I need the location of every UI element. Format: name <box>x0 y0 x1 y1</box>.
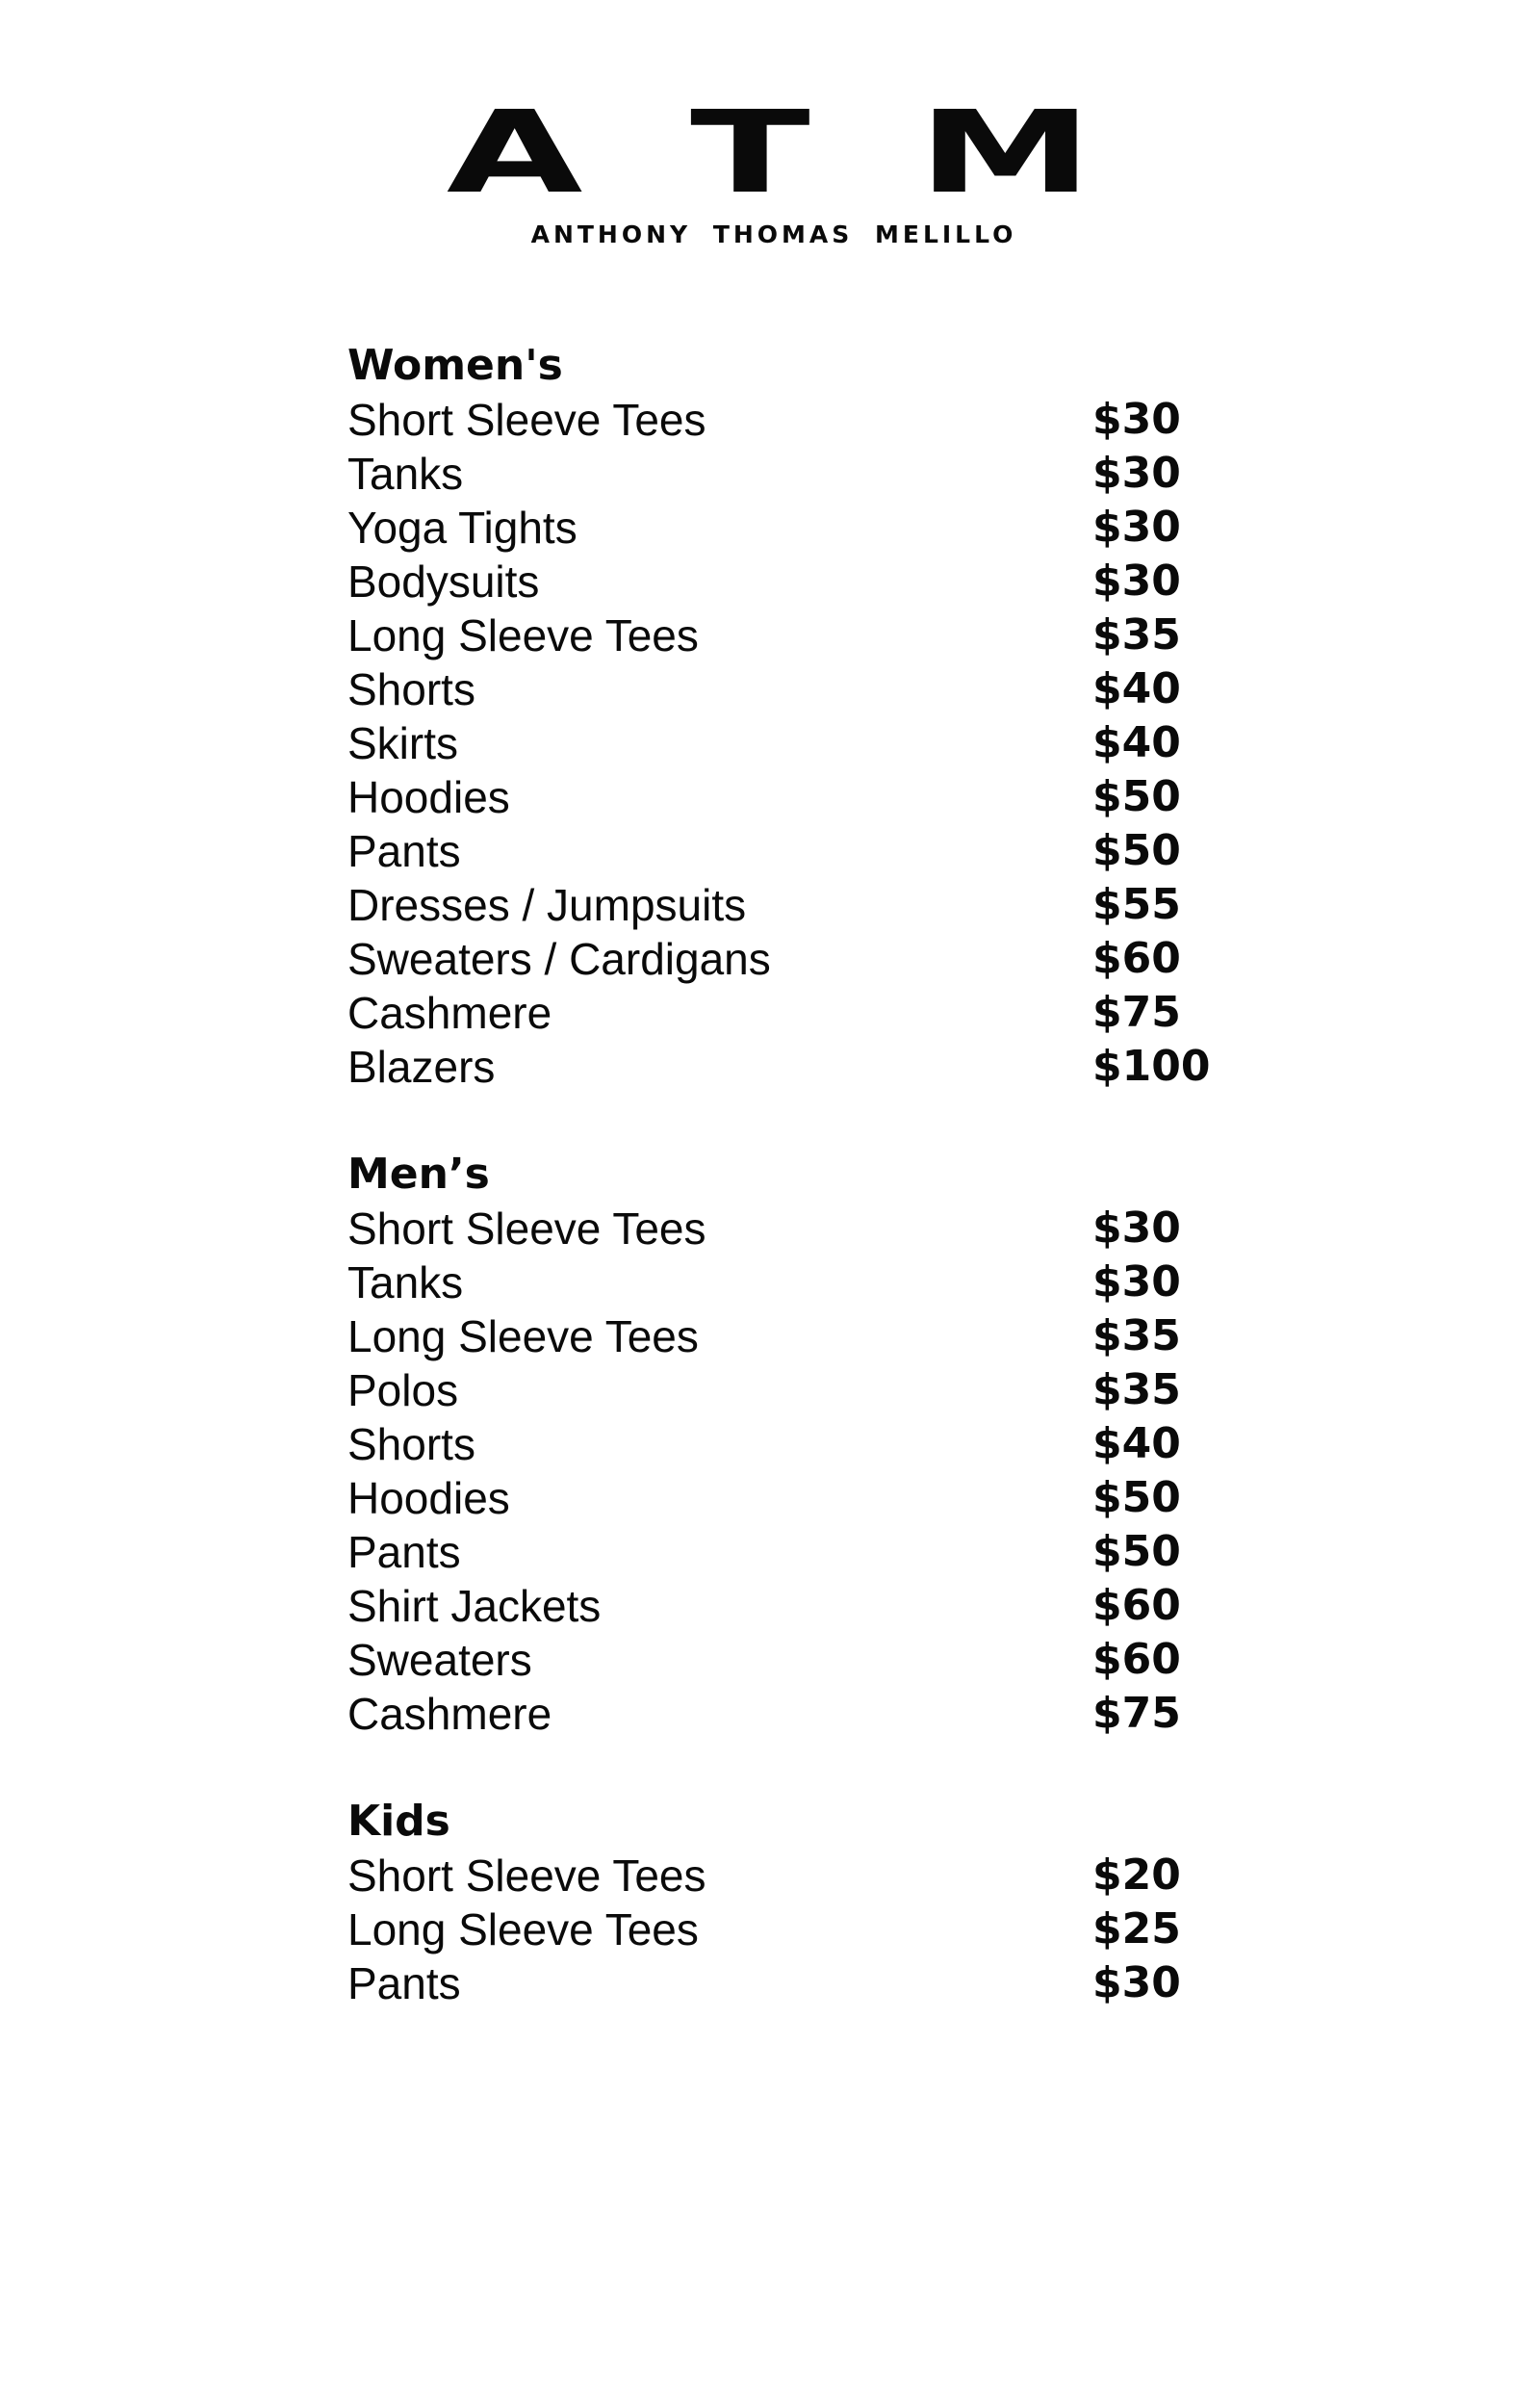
item-price: $40 <box>1092 1419 1181 1468</box>
logo-letter: M <box>917 86 1093 219</box>
price-row <box>347 878 1214 932</box>
item-price: $30 <box>1092 1203 1181 1253</box>
item-name: Bodysuits <box>347 556 540 607</box>
price-row <box>347 824 1214 878</box>
price-list <box>347 339 1214 2064</box>
item-name: Hoodies <box>347 1473 510 1523</box>
item-name: Long Sleeve Tees <box>347 1904 699 1954</box>
menu-section <box>347 339 1214 1094</box>
item-name: Cashmere <box>347 988 552 1038</box>
item-price: $35 <box>1092 1365 1181 1414</box>
item-price: $30 <box>1092 1958 1181 2007</box>
item-price: $30 <box>1092 395 1181 444</box>
price-row <box>347 555 1214 608</box>
brand-name: ANTHONY THOMAS MELILLO <box>530 220 1017 248</box>
price-row <box>347 1417 1214 1471</box>
menu-section <box>347 1148 1214 1741</box>
price-row <box>347 986 1214 1040</box>
item-name: Short Sleeve Tees <box>347 1203 706 1254</box>
item-name: Polos <box>347 1365 459 1415</box>
item-name: Sweaters / Cardigans <box>347 934 771 984</box>
price-row <box>347 1687 1214 1741</box>
item-price: $50 <box>1092 1527 1181 1576</box>
price-row <box>347 393 1214 447</box>
price-row <box>347 1040 1214 1094</box>
item-name: Long Sleeve Tees <box>347 1311 699 1361</box>
price-row <box>347 1471 1214 1525</box>
item-price: $100 <box>1092 1042 1211 1091</box>
item-name: Shirt Jackets <box>347 1581 602 1631</box>
item-name: Hoodies <box>347 772 510 822</box>
brand-logo <box>0 86 1540 248</box>
item-price: $60 <box>1092 1581 1181 1630</box>
item-price: $60 <box>1092 934 1181 983</box>
item-name: Cashmere <box>347 1689 552 1739</box>
item-price: $35 <box>1092 610 1181 660</box>
price-row <box>347 1849 1214 1902</box>
item-price: $50 <box>1092 1473 1181 1522</box>
item-name: Short Sleeve Tees <box>347 395 706 445</box>
item-price: $55 <box>1092 880 1181 929</box>
item-name: Tanks <box>347 449 464 499</box>
logo-mark <box>447 86 1093 219</box>
price-row <box>347 716 1214 770</box>
price-row <box>347 608 1214 662</box>
item-name: Pants <box>347 1527 461 1577</box>
menu-section <box>347 1795 1214 2010</box>
item-price: $50 <box>1092 826 1181 875</box>
item-name: Shorts <box>347 664 475 714</box>
item-price: $30 <box>1092 556 1181 606</box>
logo-letter: T <box>690 86 811 219</box>
section-heading: Men’s <box>347 1150 490 1199</box>
item-price: $30 <box>1092 449 1181 498</box>
item-name: Blazers <box>347 1042 496 1092</box>
price-row <box>347 1363 1214 1417</box>
price-row <box>347 1255 1214 1309</box>
price-row <box>347 1525 1214 1579</box>
price-row <box>347 1902 1214 1956</box>
item-price: $75 <box>1092 988 1181 1037</box>
item-name: Shorts <box>347 1419 475 1469</box>
item-name: Pants <box>347 1958 461 2008</box>
item-price: $40 <box>1092 664 1181 713</box>
price-row <box>347 932 1214 986</box>
price-row <box>347 447 1214 501</box>
item-price: $40 <box>1092 718 1181 767</box>
item-name: Pants <box>347 826 461 876</box>
item-name: Tanks <box>347 1257 464 1307</box>
price-row <box>347 1309 1214 1363</box>
item-name: Skirts <box>347 718 458 768</box>
price-row <box>347 1202 1214 1255</box>
price-row <box>347 770 1214 824</box>
item-name: Dresses / Jumpsuits <box>347 880 747 930</box>
section-heading: Kids <box>347 1797 450 1846</box>
item-price: $30 <box>1092 1257 1181 1307</box>
price-row <box>347 501 1214 555</box>
price-row <box>347 1579 1214 1633</box>
item-price: $20 <box>1092 1850 1181 1900</box>
item-price: $25 <box>1092 1904 1181 1954</box>
item-name: Long Sleeve Tees <box>347 610 699 660</box>
item-name: Yoga Tights <box>347 503 578 553</box>
item-name: Short Sleeve Tees <box>347 1850 706 1901</box>
item-price: $35 <box>1092 1311 1181 1360</box>
item-name: Sweaters <box>347 1635 532 1685</box>
item-price: $50 <box>1092 772 1181 821</box>
item-price: $30 <box>1092 503 1181 552</box>
price-row <box>347 1956 1214 2010</box>
section-heading: Women's <box>347 341 563 390</box>
logo-letter: A <box>447 86 583 219</box>
item-price: $75 <box>1092 1689 1181 1738</box>
price-row <box>347 662 1214 716</box>
item-price: $60 <box>1092 1635 1181 1684</box>
price-row <box>347 1633 1214 1687</box>
